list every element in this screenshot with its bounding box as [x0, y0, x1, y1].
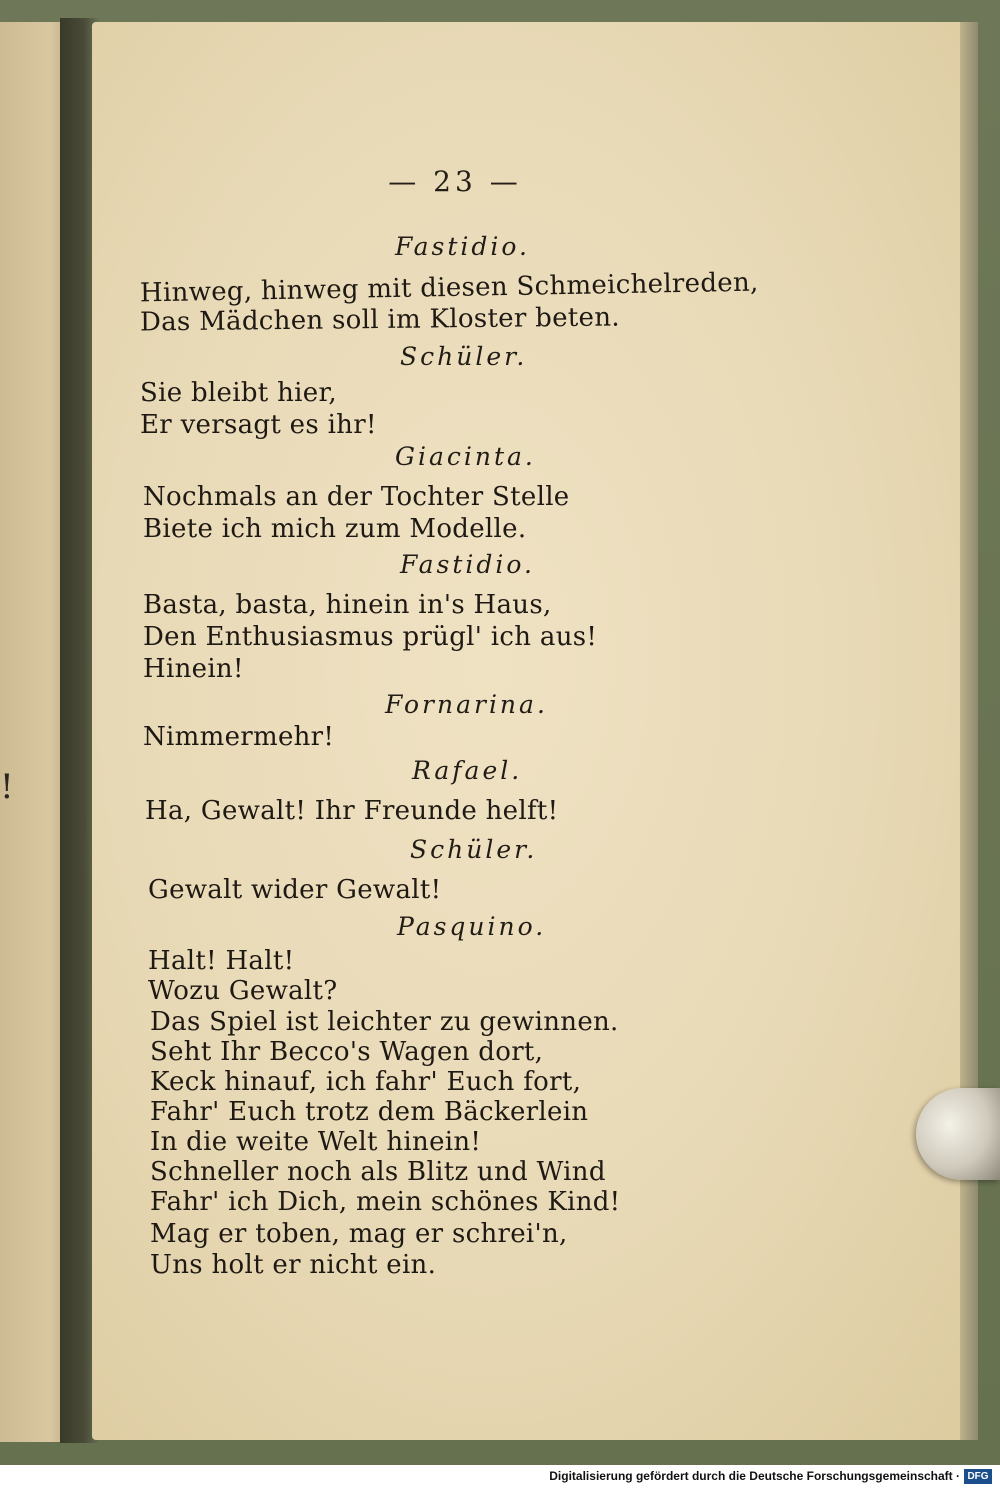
verse-line: Fahr' Euch trotz dem Bäckerlein — [150, 1097, 589, 1127]
verse-line: Fahr' ich Dich, mein schönes Kind! — [150, 1187, 621, 1217]
verse-line: Basta, basta, hinein in's Haus, — [143, 590, 552, 620]
verse-line: Uns holt er nicht ein. — [150, 1250, 437, 1280]
verse-line: Nimmermehr! — [143, 722, 335, 752]
verse-line: Er versagt es ihr! — [140, 410, 377, 440]
funding-credit: Digitalisierung gefördert durch die Deutsche Forschungsgemeinschaft · — [549, 1469, 960, 1483]
verse-line: Biete ich mich zum Modelle. — [143, 514, 527, 544]
speaker-heading: Giacinta. — [395, 442, 536, 471]
verse-line: Keck hinauf, ich fahr' Euch fort, — [150, 1067, 582, 1097]
verse-line: Seht Ihr Becco's Wagen dort, — [150, 1037, 544, 1067]
verse-line: Sie bleibt hier, — [140, 378, 337, 408]
verse-line: Hinein! — [143, 654, 244, 684]
verse-line: Mag er toben, mag er schrei'n, — [150, 1219, 568, 1249]
speaker-heading: Schüler. — [400, 342, 528, 371]
speaker-heading: Rafael. — [412, 756, 523, 785]
speaker-heading: Schüler. — [410, 835, 538, 864]
speaker-heading: Fastidio. — [400, 550, 535, 579]
speaker-heading: Pasquino. — [397, 912, 547, 941]
verse-line: Schneller noch als Blitz und Wind — [150, 1157, 606, 1187]
verse-line: Ha, Gewalt! Ihr Freunde helft! — [145, 796, 559, 826]
verse-line: Wozu Gewalt? — [148, 976, 338, 1006]
speaker-heading: Fornarina. — [385, 690, 548, 719]
verse-line: Den Enthusiasmus prügl' ich aus! — [143, 622, 598, 652]
speaker-heading: Fastidio. — [395, 232, 530, 261]
left-page-fragment: ! — [0, 767, 14, 807]
footer-bar — [0, 1465, 1000, 1490]
dfg-logo-icon: DFG — [964, 1469, 992, 1484]
verse-line: Das Mädchen soll im Kloster beten. — [139, 302, 621, 338]
page-number: — 23 — — [388, 165, 522, 198]
verse-line: Nochmals an der Tochter Stelle — [143, 482, 570, 512]
verse-line: Hinweg, hinweg mit diesen Schmeichelreden, — [139, 267, 759, 309]
verse-line: Das Spiel ist leichter zu gewinnen. — [150, 1007, 619, 1037]
verse-line: Gewalt wider Gewalt! — [148, 875, 442, 905]
verse-line: Halt! Halt! — [148, 946, 295, 976]
verse-line: In die weite Welt hinein! — [150, 1127, 482, 1157]
